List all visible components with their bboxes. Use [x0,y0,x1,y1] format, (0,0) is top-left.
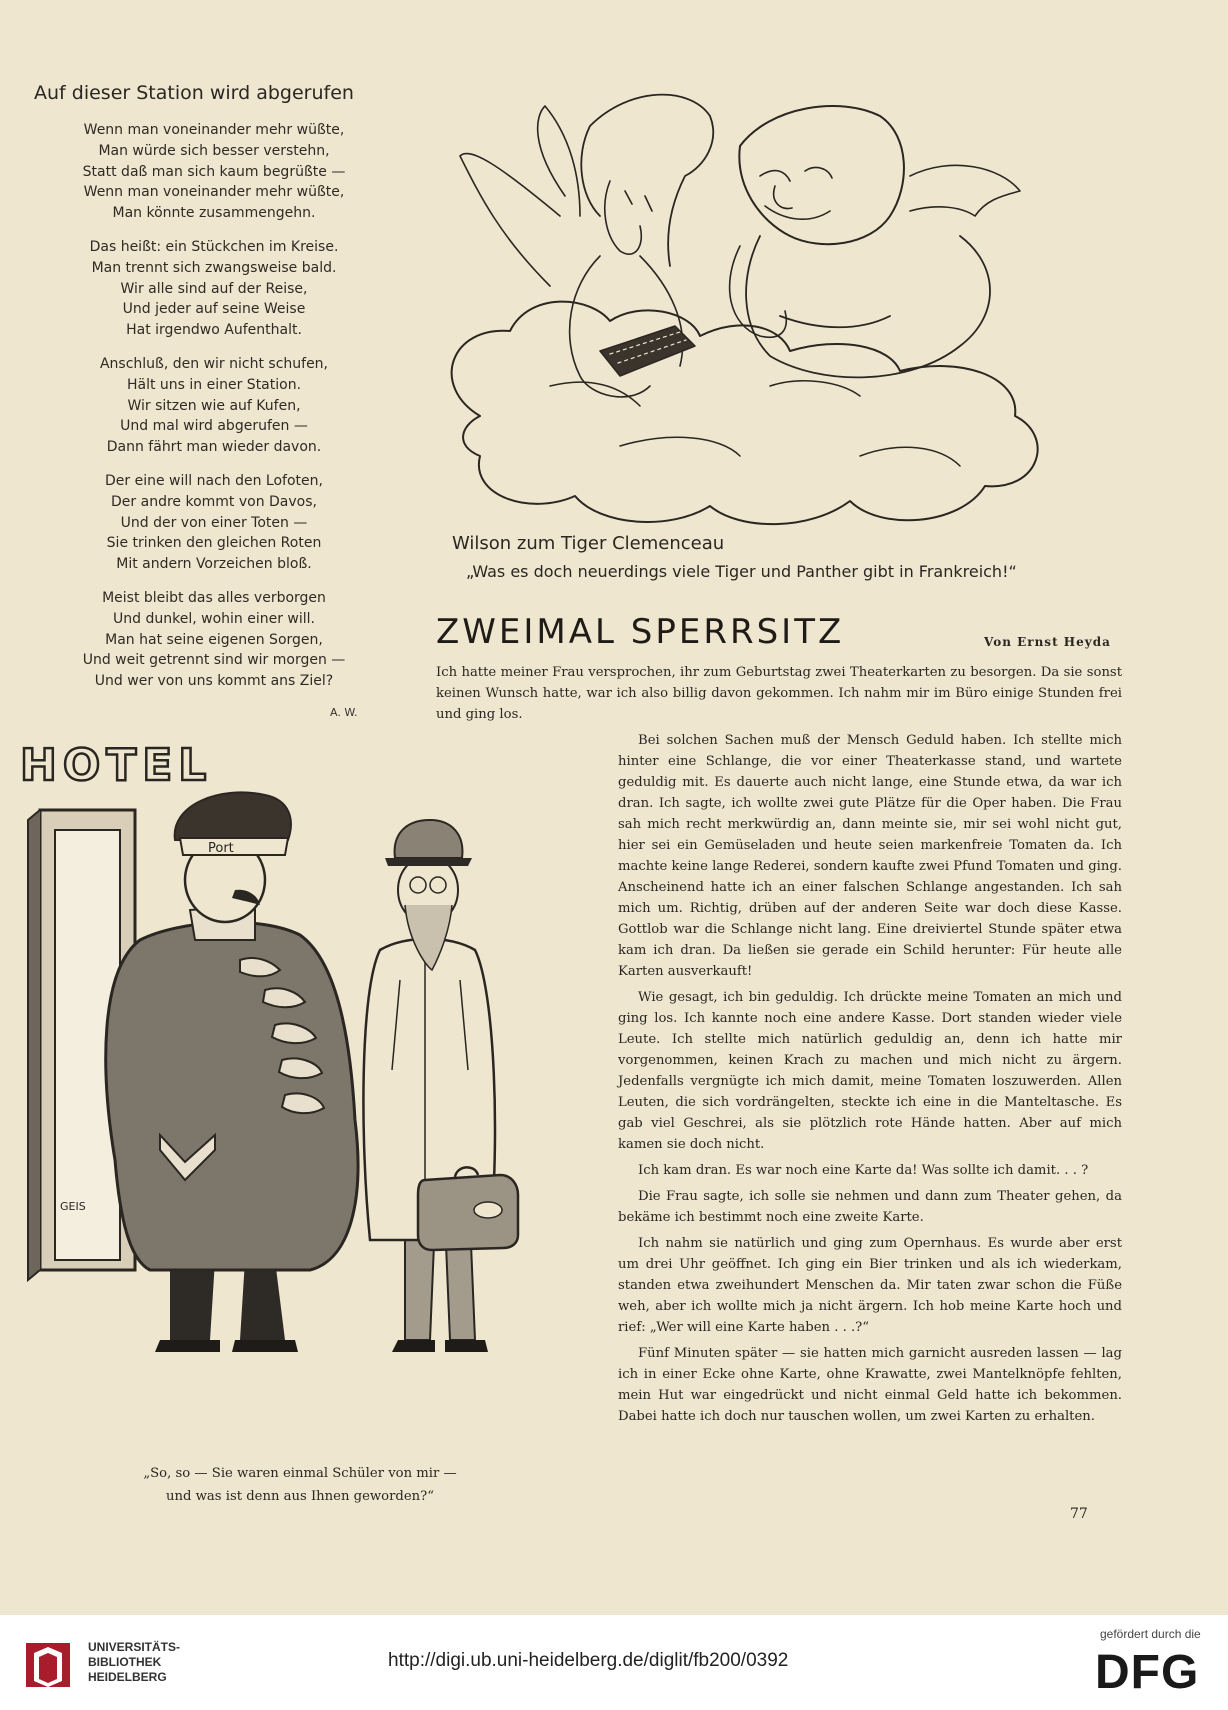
artist-signature: GEIS [60,1200,86,1213]
article-body [618,730,1122,1432]
hotel-cartoon-caption [60,1462,540,1508]
poem-line: Der eine will nach den Lofoten, [105,472,323,489]
poem-line: Man würde sich besser verstehn, [98,142,330,159]
library-name-line: BIBLIOTHEK [88,1655,162,1669]
teacher-hat [395,820,463,858]
poem-line: Und wer von uns kommt ans Ziel? [94,673,334,690]
poem-line: Und mal wird abgerufen — [120,418,308,435]
caption-line: „So, so — Sie waren einmal Schüler von mir — [143,1466,457,1481]
library-name [88,1640,180,1685]
poem-line: Man könnte zusammengehn. [112,205,316,222]
poem-stanza [34,471,394,575]
page-number: 77 [1070,1506,1088,1522]
cherub-face [760,167,832,219]
poem-line: Wenn man voneinander mehr wüßte, [83,184,345,201]
funding-text: gefördert durch die [1100,1627,1201,1641]
teacher-briefcase [418,1175,518,1250]
cartoon-caption-title: Wilson zum Tiger Clemenceau [452,533,725,554]
porter-legs [170,1260,285,1340]
poem-stanza [34,588,394,692]
porter-cap [175,792,291,840]
angel-wing [460,106,580,286]
poem [34,120,394,705]
poem-line: Und der von einer Toten — [120,514,308,531]
wilson-clemenceau-cartoon [440,86,1100,536]
article-paragraph: Fünf Minuten später — sie hatten mich garnicht ausreden lassen — lag ich in einer Ecke ohne Karte, ohne Krawatte, zwei Mantelknöpfe fehlten, mein Hut war eingedrückt und nicht einmal Geld hatte ich bekommen. Dabei hatte ich doch nur tauschen wollen, um zwei Karten zu erhalten. [618,1346,1122,1424]
article-title: ZWEIMAL SPERRSITZ [436,612,845,652]
poem-line: Wir alle sind auf der Reise, [120,280,308,297]
cartoon-caption-quote: „Was es doch neuerdings viele Tiger und Panther gibt in Frankreich!“ [466,562,1017,581]
poem-line: Anschluß, den wir nicht schufen, [99,355,329,372]
dfg-logo: DFG [1095,1646,1200,1699]
angel-hair [581,95,713,266]
article-intro: Ich hatte meiner Frau versprochen, ihr zum Geburtstag zwei Theaterkarten zu besorgen. Da sie sonst keinen Wunsch hatte, war ich also billig davon gekommen. Ich nahm mir im Büro einige Stunden frei und ging los. [436,665,1122,722]
poem-line: Sie trinken den gleichen Roten [106,535,322,552]
poem-line: Und jeder auf seine Weise [122,301,306,318]
poem-line: Hält uns in einer Station. [126,376,302,393]
poem-line: Wir sitzen wie auf Kufen, [127,397,301,414]
article-paragraph: Ich kam dran. Es war noch eine Karte da! Was sollte ich damit. . . ? [638,1163,1089,1178]
card-box [600,326,695,376]
poem-stanza [34,237,394,341]
porter-cap-label: Port [208,841,234,856]
poem-line: Das heißt: ein Stückchen im Kreise. [89,238,339,255]
article-byline: Von Ernst Heyda [984,635,1111,649]
source-url-link[interactable]: http://digi.ub.uni-heidelberg.de/diglit/fb200/0392 [388,1650,789,1671]
poem-stanza [34,354,394,458]
library-name-line: UNIVERSITÄTS- [88,1640,181,1654]
poem-line: Und dunkel, wohin einer will. [113,610,315,627]
cherub-head [739,106,904,244]
poem-line: Statt daß man sich kaum begrüßte — [82,163,346,180]
article-paragraph: Wie gesagt, ich bin geduldig. Ich drückte meine Tomaten an mich und ging los. Ich kannte noch eine andere Kasse. Dort standen wieder viele Leute. Ich stellte mich natürlich geduldig an, denn ich hatte mir vorgenommen, keinen Krach zu machen und mich nicht zu ärgern. Jedenfalls vergnügte ich mich damit, meine Tomaten loszuwerden. Allen Leuten, die sich vordrängelten, steckte ich eine in die Manteltasche. Es gab viel Geschrei, als sie plötzlich rote Hände hatten. Aber auf mich kamen sie doch nicht. [618,990,1122,1152]
cloud-outline [452,302,1038,525]
poem-line: Hat irgendwo Aufenthalt. [126,322,302,339]
angel-face [605,181,652,254]
article-paragraph: Ich nahm sie natürlich und ging zum Opernhaus. Es wurde aber erst um drei Uhr geöffnet. Ich ging ein Bier trinken und als ich wiederkam, standen etwa zweihundert Menschen da. Mir taten zwar schon die Füße weh, aber ich wollte mich ja nicht ärgern. Ich hob meine Karte hoch und rief: „Wer will eine Karte haben . . .?“ [618,1236,1122,1335]
poem-line: Man trennt sich zwangsweise bald. [91,259,337,276]
article-paragraph: Bei solchen Sachen muß der Mensch Geduld haben. Ich stellte mich hinter eine Schlange, die vor einer Theaterkasse stand, und wartete geduldig mit. Es dauerte auch nicht lange, eine Stunde etwa, da war ich dran. Ich sagte, ich wollte zwei gute Plätze für die Oper haben. Die Frau sah mich recht merkwürdig an, dann meinte sie, mir sei wohl nicht gut, hier sei ein Gemüseladen und heute seien markenfreie Tomaten da. Ich machte keine lange Rederei, sondern kaufte zwei Pfund Tomaten und ging. Anscheinend hatte ich an einer falschen Schlange angestanden. Ich sah mich um. Richtig, drüben auf der anderen Seite war doch diese Kasse. Gottlob war die Schlange nicht lang. Eine dreiviertel Stunde später etwa kam ich dran. Da ließen sie gerade ein Schild herunter: Für heute alle Karten ausverkauft! [618,733,1122,979]
cherub-body [746,236,990,377]
poem-signature: A. W. [330,706,358,719]
poem-title: Auf dieser Station wird abgerufen [34,82,354,104]
poem-line: Und weit getrennt sind wir morgen — [82,652,346,669]
angel-body [570,256,683,397]
poem-line: Dann fährt man wieder davon. [106,439,322,456]
article-paragraph: Die Frau sagte, ich solle sie nehmen und dann zum Theater gehen, da bekäme ich bestimmt noch eine zweite Karte. [618,1189,1122,1225]
porter-coat [106,922,358,1270]
cherub-wing [910,165,1020,216]
cherub-arm [730,246,787,337]
poem-line: Man hat seine eigenen Sorgen, [105,631,323,648]
hotel-porter-cartoon [20,740,580,1370]
university-library-logo-icon [18,1635,78,1695]
poem-line: Meist bleibt das alles verborgen [102,589,326,606]
poem-stanza [34,120,394,224]
digitization-footer [0,1615,1228,1710]
library-name-line: HEIDELBERG [88,1670,167,1684]
poem-line: Mit andern Vorzeichen bloß. [116,556,312,573]
poem-line: Der andre kommt von Davos, [111,493,317,510]
hotel-sign: HOTEL [20,740,213,791]
caption-line: und was ist denn aus Ihnen geworden?“ [166,1489,434,1504]
poem-line: Wenn man voneinander mehr wüßte, [83,122,345,138]
cloud-lines [550,381,960,466]
